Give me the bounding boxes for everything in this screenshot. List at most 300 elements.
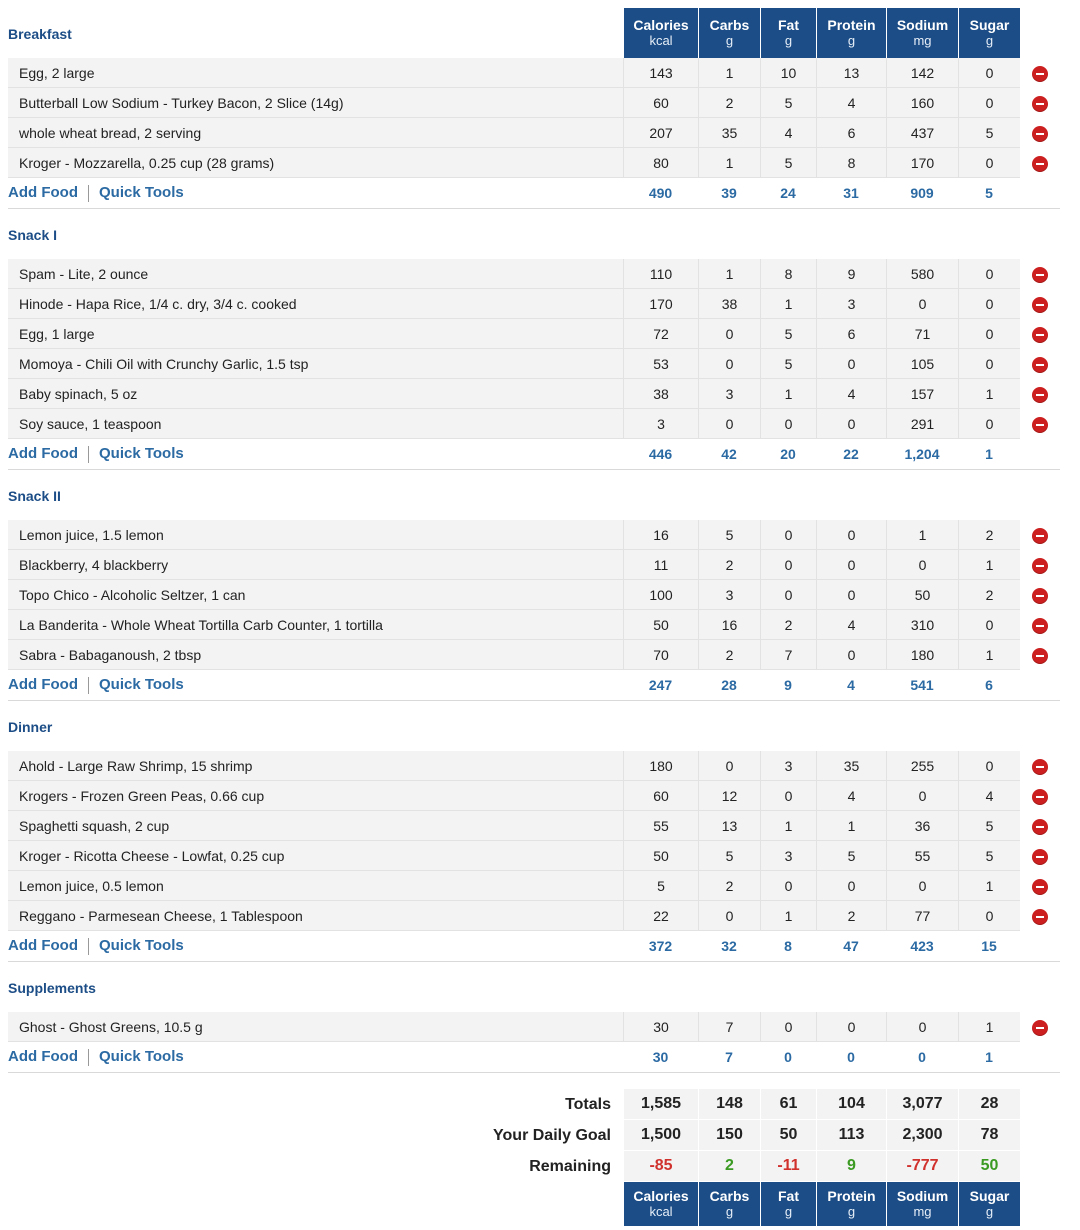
food-row bbox=[8, 610, 1060, 640]
remove-circle-icon[interactable] bbox=[1032, 849, 1048, 865]
summary-remaining-calories: -85 bbox=[623, 1151, 698, 1182]
header-spacer bbox=[1020, 8, 1060, 58]
food-name[interactable]: Egg, 1 large bbox=[8, 319, 623, 349]
meal-header-snack-ii bbox=[8, 470, 1060, 520]
meal-total-fat: 0 bbox=[760, 1042, 816, 1073]
remove-circle-icon[interactable] bbox=[1032, 66, 1048, 82]
food-row bbox=[8, 118, 1060, 148]
meal-actions bbox=[8, 1042, 623, 1073]
food-row bbox=[8, 148, 1060, 178]
food-sodium-value: 0 bbox=[886, 1012, 958, 1042]
food-name[interactable]: Reggano - Parmesean Cheese, 1 Tablespoon bbox=[8, 901, 623, 931]
meal-total-protein: 22 bbox=[816, 439, 886, 470]
food-sodium-value: 255 bbox=[886, 751, 958, 781]
food-diary-table bbox=[8, 8, 1060, 1226]
food-sodium-value: 170 bbox=[886, 148, 958, 178]
header-spacer bbox=[623, 962, 698, 1012]
add-food-link[interactable]: Add Food bbox=[8, 676, 78, 694]
column-name: Carbs bbox=[709, 17, 750, 33]
food-sugar-value: 1 bbox=[958, 640, 1020, 670]
summary-totals-row bbox=[8, 1089, 1060, 1120]
header-spacer bbox=[816, 701, 886, 751]
header-spacer bbox=[623, 209, 698, 259]
food-sugar-value: 1 bbox=[958, 871, 1020, 901]
header-spacer bbox=[816, 470, 886, 520]
food-calories-value: 50 bbox=[623, 841, 698, 871]
food-fat-value: 0 bbox=[760, 520, 816, 550]
remove-circle-icon[interactable] bbox=[1032, 126, 1048, 142]
food-protein-value: 8 bbox=[816, 148, 886, 178]
food-sugar-value: 0 bbox=[958, 289, 1020, 319]
food-protein-value: 1 bbox=[816, 811, 886, 841]
food-name[interactable]: Lemon juice, 0.5 lemon bbox=[8, 871, 623, 901]
top-header-col-protein bbox=[816, 8, 886, 58]
summary-goal-calories: 1,500 bbox=[623, 1120, 698, 1151]
food-calories-value: 22 bbox=[623, 901, 698, 931]
summary-goal-fat: 50 bbox=[760, 1120, 816, 1151]
food-row bbox=[8, 520, 1060, 550]
header-spacer bbox=[886, 962, 958, 1012]
add-food-link[interactable]: Add Food bbox=[8, 937, 78, 955]
bottom-header-row bbox=[8, 1182, 1060, 1226]
food-sugar-value: 0 bbox=[958, 58, 1020, 88]
header-spacer bbox=[760, 470, 816, 520]
food-sodium-value: 0 bbox=[886, 781, 958, 811]
food-fat-value: 0 bbox=[760, 550, 816, 580]
column-unit: kcal bbox=[649, 1204, 673, 1219]
meal-total-sugar: 15 bbox=[958, 931, 1020, 962]
food-sodium-value: 0 bbox=[886, 289, 958, 319]
bottom-header-col-sugar bbox=[958, 1182, 1020, 1226]
food-protein-value: 0 bbox=[816, 640, 886, 670]
summary-spacer bbox=[1020, 670, 1060, 701]
food-carbs-value: 1 bbox=[698, 259, 760, 289]
gap-cell bbox=[816, 1073, 886, 1089]
header-spacer bbox=[698, 962, 760, 1012]
food-name[interactable]: Ahold - Large Raw Shrimp, 15 shrimp bbox=[8, 751, 623, 781]
food-protein-value: 4 bbox=[816, 379, 886, 409]
summary-goal-row bbox=[8, 1120, 1060, 1151]
meal-total-fat: 20 bbox=[760, 439, 816, 470]
food-fat-value: 4 bbox=[760, 118, 816, 148]
food-sodium-value: 291 bbox=[886, 409, 958, 439]
meal-total-sugar: 5 bbox=[958, 178, 1020, 209]
food-calories-value: 207 bbox=[623, 118, 698, 148]
delete-cell bbox=[1020, 58, 1060, 88]
meal-total-carbs: 28 bbox=[698, 670, 760, 701]
food-protein-value: 0 bbox=[816, 871, 886, 901]
food-name[interactable]: Hinode - Hapa Rice, 1/4 c. dry, 3/4 c. cooked bbox=[8, 289, 623, 319]
food-sodium-value: 77 bbox=[886, 901, 958, 931]
remove-circle-icon[interactable] bbox=[1032, 528, 1048, 544]
column-unit: g bbox=[847, 33, 856, 48]
quick-tools-link[interactable]: Quick Tools bbox=[98, 676, 184, 694]
food-carbs-value: 2 bbox=[698, 88, 760, 118]
food-name[interactable]: Topo Chico - Alcoholic Seltzer, 1 can bbox=[8, 580, 623, 610]
food-carbs-value: 13 bbox=[698, 811, 760, 841]
meal-total-carbs: 7 bbox=[698, 1042, 760, 1073]
food-carbs-value: 2 bbox=[698, 640, 760, 670]
gap-cell bbox=[8, 1073, 623, 1089]
column-unit: kcal bbox=[649, 33, 673, 48]
meal-total-protein: 47 bbox=[816, 931, 886, 962]
bottom-header-col-fat bbox=[760, 1182, 816, 1226]
food-name[interactable]: Sabra - Babaganoush, 2 tbsp bbox=[8, 640, 623, 670]
food-sodium-value: 0 bbox=[886, 871, 958, 901]
remove-circle-icon[interactable] bbox=[1032, 789, 1048, 805]
food-row bbox=[8, 751, 1060, 781]
food-protein-value: 35 bbox=[816, 751, 886, 781]
meal-header-supplements bbox=[8, 962, 1060, 1012]
meal-title: Breakfast bbox=[8, 26, 72, 42]
food-name[interactable]: Kroger - Mozzarella, 0.25 cup (28 grams) bbox=[8, 148, 623, 178]
food-protein-value: 0 bbox=[816, 1012, 886, 1042]
food-sugar-value: 0 bbox=[958, 259, 1020, 289]
food-name[interactable]: Soy sauce, 1 teaspoon bbox=[8, 409, 623, 439]
link-separator bbox=[88, 1049, 89, 1066]
delete-cell bbox=[1020, 88, 1060, 118]
link-separator bbox=[88, 185, 89, 202]
food-sugar-value: 0 bbox=[958, 409, 1020, 439]
food-carbs-value: 1 bbox=[698, 148, 760, 178]
food-sugar-value: 0 bbox=[958, 901, 1020, 931]
meal-header-snack-i bbox=[8, 209, 1060, 259]
remove-circle-icon[interactable] bbox=[1032, 588, 1048, 604]
food-calories-value: 55 bbox=[623, 811, 698, 841]
food-row bbox=[8, 259, 1060, 289]
bottom-header-col-carbs bbox=[698, 1182, 760, 1226]
link-separator bbox=[88, 938, 89, 955]
quick-tools-link[interactable]: Quick Tools bbox=[98, 184, 184, 202]
food-protein-value: 4 bbox=[816, 88, 886, 118]
header-spacer bbox=[1020, 701, 1060, 751]
delete-cell bbox=[1020, 289, 1060, 319]
food-fat-value: 7 bbox=[760, 640, 816, 670]
header-spacer bbox=[816, 962, 886, 1012]
footer-spacer bbox=[1020, 1182, 1060, 1226]
food-sugar-value: 4 bbox=[958, 781, 1020, 811]
meal-actions bbox=[8, 439, 623, 470]
remove-circle-icon[interactable] bbox=[1032, 327, 1048, 343]
summary-spacer bbox=[1020, 439, 1060, 470]
header-spacer bbox=[698, 701, 760, 751]
food-sugar-value: 0 bbox=[958, 88, 1020, 118]
food-row bbox=[8, 289, 1060, 319]
food-protein-value: 6 bbox=[816, 118, 886, 148]
food-calories-value: 100 bbox=[623, 580, 698, 610]
header-spacer bbox=[760, 701, 816, 751]
meal-header-dinner bbox=[8, 701, 1060, 751]
delete-cell bbox=[1020, 1012, 1060, 1042]
food-sugar-value: 5 bbox=[958, 811, 1020, 841]
meal-total-carbs: 39 bbox=[698, 178, 760, 209]
food-row bbox=[8, 58, 1060, 88]
food-row bbox=[8, 580, 1060, 610]
gap-cell bbox=[886, 1073, 958, 1089]
food-row bbox=[8, 811, 1060, 841]
food-carbs-value: 16 bbox=[698, 610, 760, 640]
food-carbs-value: 38 bbox=[698, 289, 760, 319]
delete-cell bbox=[1020, 871, 1060, 901]
column-name: Calories bbox=[633, 1188, 689, 1204]
food-calories-value: 16 bbox=[623, 520, 698, 550]
header-spacer bbox=[886, 209, 958, 259]
food-name[interactable]: Spam - Lite, 2 ounce bbox=[8, 259, 623, 289]
food-sugar-value: 0 bbox=[958, 319, 1020, 349]
meal-total-calories: 490 bbox=[623, 178, 698, 209]
bottom-header-col-calories bbox=[623, 1182, 698, 1226]
add-food-link[interactable]: Add Food bbox=[8, 184, 78, 202]
delete-cell bbox=[1020, 259, 1060, 289]
summary-remaining-fat: -11 bbox=[760, 1151, 816, 1182]
food-sugar-value: 0 bbox=[958, 610, 1020, 640]
food-name[interactable]: Butterball Low Sodium - Turkey Bacon, 2 Slice (14g) bbox=[8, 88, 623, 118]
delete-cell bbox=[1020, 781, 1060, 811]
food-sodium-value: 437 bbox=[886, 118, 958, 148]
column-name: Fat bbox=[778, 1188, 799, 1204]
meal-summary-row bbox=[8, 178, 1060, 209]
quick-tools-link[interactable]: Quick Tools bbox=[98, 937, 184, 955]
column-unit: g bbox=[847, 1204, 856, 1219]
remove-circle-icon[interactable] bbox=[1032, 879, 1048, 895]
food-sugar-value: 1 bbox=[958, 1012, 1020, 1042]
food-sugar-value: 2 bbox=[958, 580, 1020, 610]
remove-circle-icon[interactable] bbox=[1032, 759, 1048, 775]
food-carbs-value: 3 bbox=[698, 580, 760, 610]
food-calories-value: 70 bbox=[623, 640, 698, 670]
food-calories-value: 180 bbox=[623, 751, 698, 781]
summary-totals-carbs: 148 bbox=[698, 1089, 760, 1120]
column-unit: mg bbox=[913, 1204, 932, 1219]
header-spacer bbox=[1020, 470, 1060, 520]
food-row bbox=[8, 640, 1060, 670]
food-row bbox=[8, 871, 1060, 901]
food-carbs-value: 5 bbox=[698, 841, 760, 871]
header-spacer bbox=[1020, 209, 1060, 259]
food-name[interactable]: Egg, 2 large bbox=[8, 58, 623, 88]
food-sodium-value: 142 bbox=[886, 58, 958, 88]
summary-totals-calories: 1,585 bbox=[623, 1089, 698, 1120]
top-header-col-calories bbox=[623, 8, 698, 58]
food-name[interactable]: Baby spinach, 5 oz bbox=[8, 379, 623, 409]
meal-title: Snack I bbox=[8, 227, 58, 243]
gap-cell bbox=[760, 1073, 816, 1089]
meal-total-sodium: 1,204 bbox=[886, 439, 958, 470]
gap-cell bbox=[958, 1073, 1020, 1089]
remove-circle-icon[interactable] bbox=[1032, 96, 1048, 112]
food-calories-value: 143 bbox=[623, 58, 698, 88]
food-fat-value: 3 bbox=[760, 751, 816, 781]
delete-cell bbox=[1020, 580, 1060, 610]
delete-cell bbox=[1020, 610, 1060, 640]
food-name[interactable]: Ghost - Ghost Greens, 10.5 g bbox=[8, 1012, 623, 1042]
quick-tools-link[interactable]: Quick Tools bbox=[98, 445, 184, 463]
link-separator bbox=[88, 677, 89, 694]
delete-cell bbox=[1020, 550, 1060, 580]
food-name[interactable]: La Banderita - Whole Wheat Tortilla Carb Counter, 1 tortilla bbox=[8, 610, 623, 640]
food-sugar-value: 0 bbox=[958, 751, 1020, 781]
food-fat-value: 10 bbox=[760, 58, 816, 88]
header-spacer bbox=[698, 470, 760, 520]
summary-remaining-carbs: 2 bbox=[698, 1151, 760, 1182]
food-calories-value: 170 bbox=[623, 289, 698, 319]
meal-total-calories: 30 bbox=[623, 1042, 698, 1073]
meal-total-fat: 9 bbox=[760, 670, 816, 701]
summary-totals-protein: 104 bbox=[816, 1089, 886, 1120]
food-calories-value: 5 bbox=[623, 871, 698, 901]
add-food-link[interactable]: Add Food bbox=[8, 445, 78, 463]
remove-circle-icon[interactable] bbox=[1032, 819, 1048, 835]
food-calories-value: 80 bbox=[623, 148, 698, 178]
food-fat-value: 0 bbox=[760, 409, 816, 439]
delete-cell bbox=[1020, 751, 1060, 781]
remove-circle-icon[interactable] bbox=[1032, 297, 1048, 313]
gap-cell bbox=[1020, 1073, 1060, 1089]
food-calories-value: 3 bbox=[623, 409, 698, 439]
delete-cell bbox=[1020, 640, 1060, 670]
column-name: Sugar bbox=[969, 17, 1010, 33]
meal-total-carbs: 42 bbox=[698, 439, 760, 470]
food-sodium-value: 105 bbox=[886, 349, 958, 379]
food-name[interactable]: Kroger - Ricotta Cheese - Lowfat, 0.25 cup bbox=[8, 841, 623, 871]
meal-total-sugar: 1 bbox=[958, 439, 1020, 470]
remove-circle-icon[interactable] bbox=[1032, 156, 1048, 172]
add-food-link[interactable]: Add Food bbox=[8, 1048, 78, 1066]
food-name[interactable]: Krogers - Frozen Green Peas, 0.66 cup bbox=[8, 781, 623, 811]
column-unit: g bbox=[725, 33, 734, 48]
header-spacer bbox=[623, 470, 698, 520]
column-unit: mg bbox=[913, 33, 932, 48]
food-row bbox=[8, 1012, 1060, 1042]
remove-circle-icon[interactable] bbox=[1032, 618, 1048, 634]
column-name: Carbs bbox=[709, 1188, 750, 1204]
summary-spacer bbox=[1020, 1151, 1060, 1182]
food-row bbox=[8, 841, 1060, 871]
food-carbs-value: 0 bbox=[698, 901, 760, 931]
food-row bbox=[8, 379, 1060, 409]
food-calories-value: 11 bbox=[623, 550, 698, 580]
column-unit: g bbox=[725, 1204, 734, 1219]
column-name: Sodium bbox=[896, 17, 949, 33]
food-carbs-value: 7 bbox=[698, 1012, 760, 1042]
column-unit: g bbox=[985, 1204, 994, 1219]
food-sodium-value: 1 bbox=[886, 520, 958, 550]
header-spacer bbox=[886, 701, 958, 751]
summary-totals-fat: 61 bbox=[760, 1089, 816, 1120]
gap-cell bbox=[623, 1073, 698, 1089]
food-carbs-value: 0 bbox=[698, 349, 760, 379]
delete-cell bbox=[1020, 319, 1060, 349]
column-name: Fat bbox=[778, 17, 799, 33]
food-fat-value: 5 bbox=[760, 319, 816, 349]
delete-cell bbox=[1020, 841, 1060, 871]
meal-header-breakfast bbox=[8, 8, 1060, 58]
meal-total-protein: 4 bbox=[816, 670, 886, 701]
meal-actions bbox=[8, 931, 623, 962]
top-header-col-carbs bbox=[698, 8, 760, 58]
remove-circle-icon[interactable] bbox=[1032, 417, 1048, 433]
delete-cell bbox=[1020, 118, 1060, 148]
meal-total-calories: 372 bbox=[623, 931, 698, 962]
food-sugar-value: 1 bbox=[958, 379, 1020, 409]
remove-circle-icon[interactable] bbox=[1032, 387, 1048, 403]
summary-goal-protein: 113 bbox=[816, 1120, 886, 1151]
top-header-col-fat bbox=[760, 8, 816, 58]
food-calories-value: 60 bbox=[623, 88, 698, 118]
food-protein-value: 4 bbox=[816, 610, 886, 640]
food-carbs-value: 5 bbox=[698, 520, 760, 550]
header-spacer bbox=[958, 209, 1020, 259]
food-carbs-value: 12 bbox=[698, 781, 760, 811]
food-fat-value: 5 bbox=[760, 88, 816, 118]
remove-circle-icon[interactable] bbox=[1032, 1020, 1048, 1036]
food-sodium-value: 180 bbox=[886, 640, 958, 670]
meal-total-calories: 247 bbox=[623, 670, 698, 701]
remove-circle-icon[interactable] bbox=[1032, 267, 1048, 283]
header-spacer bbox=[886, 470, 958, 520]
column-name: Sodium bbox=[896, 1188, 949, 1204]
food-name[interactable]: Momoya - Chili Oil with Crunchy Garlic, 1.5 tsp bbox=[8, 349, 623, 379]
column-unit: g bbox=[784, 1204, 793, 1219]
quick-tools-link[interactable]: Quick Tools bbox=[98, 1048, 184, 1066]
food-sodium-value: 157 bbox=[886, 379, 958, 409]
food-sugar-value: 2 bbox=[958, 520, 1020, 550]
food-carbs-value: 0 bbox=[698, 409, 760, 439]
food-fat-value: 0 bbox=[760, 871, 816, 901]
food-sugar-value: 5 bbox=[958, 841, 1020, 871]
food-name[interactable]: whole wheat bread, 2 serving bbox=[8, 118, 623, 148]
delete-cell bbox=[1020, 409, 1060, 439]
column-name: Protein bbox=[827, 17, 876, 33]
column-name: Protein bbox=[827, 1188, 876, 1204]
meal-total-sodium: 0 bbox=[886, 1042, 958, 1073]
food-sugar-value: 5 bbox=[958, 118, 1020, 148]
column-name: Calories bbox=[633, 17, 689, 33]
meal-total-carbs: 32 bbox=[698, 931, 760, 962]
food-calories-value: 50 bbox=[623, 610, 698, 640]
summary-totals-label: Totals bbox=[565, 1095, 611, 1113]
totals-gap bbox=[8, 1073, 1060, 1089]
remove-circle-icon[interactable] bbox=[1032, 357, 1048, 373]
gap-cell bbox=[698, 1073, 760, 1089]
top-header-col-sodium bbox=[886, 8, 958, 58]
summary-remaining-sodium: -777 bbox=[886, 1151, 958, 1182]
remove-circle-icon[interactable] bbox=[1032, 558, 1048, 574]
food-row bbox=[8, 550, 1060, 580]
food-row bbox=[8, 88, 1060, 118]
remove-circle-icon[interactable] bbox=[1032, 648, 1048, 664]
food-fat-value: 0 bbox=[760, 580, 816, 610]
food-name[interactable]: Spaghetti squash, 2 cup bbox=[8, 811, 623, 841]
summary-remaining-sugar: 50 bbox=[958, 1151, 1020, 1182]
header-spacer bbox=[760, 962, 816, 1012]
meal-total-sugar: 6 bbox=[958, 670, 1020, 701]
remove-circle-icon[interactable] bbox=[1032, 909, 1048, 925]
meal-total-fat: 8 bbox=[760, 931, 816, 962]
food-protein-value: 0 bbox=[816, 580, 886, 610]
food-name[interactable]: Lemon juice, 1.5 lemon bbox=[8, 520, 623, 550]
summary-goal-sugar: 78 bbox=[958, 1120, 1020, 1151]
header-spacer bbox=[623, 701, 698, 751]
food-row bbox=[8, 409, 1060, 439]
food-fat-value: 1 bbox=[760, 901, 816, 931]
delete-cell bbox=[1020, 148, 1060, 178]
meal-total-sugar: 1 bbox=[958, 1042, 1020, 1073]
header-spacer bbox=[958, 701, 1020, 751]
food-name[interactable]: Blackberry, 4 blackberry bbox=[8, 550, 623, 580]
summary-remaining-label: Remaining bbox=[529, 1157, 611, 1175]
food-row bbox=[8, 781, 1060, 811]
